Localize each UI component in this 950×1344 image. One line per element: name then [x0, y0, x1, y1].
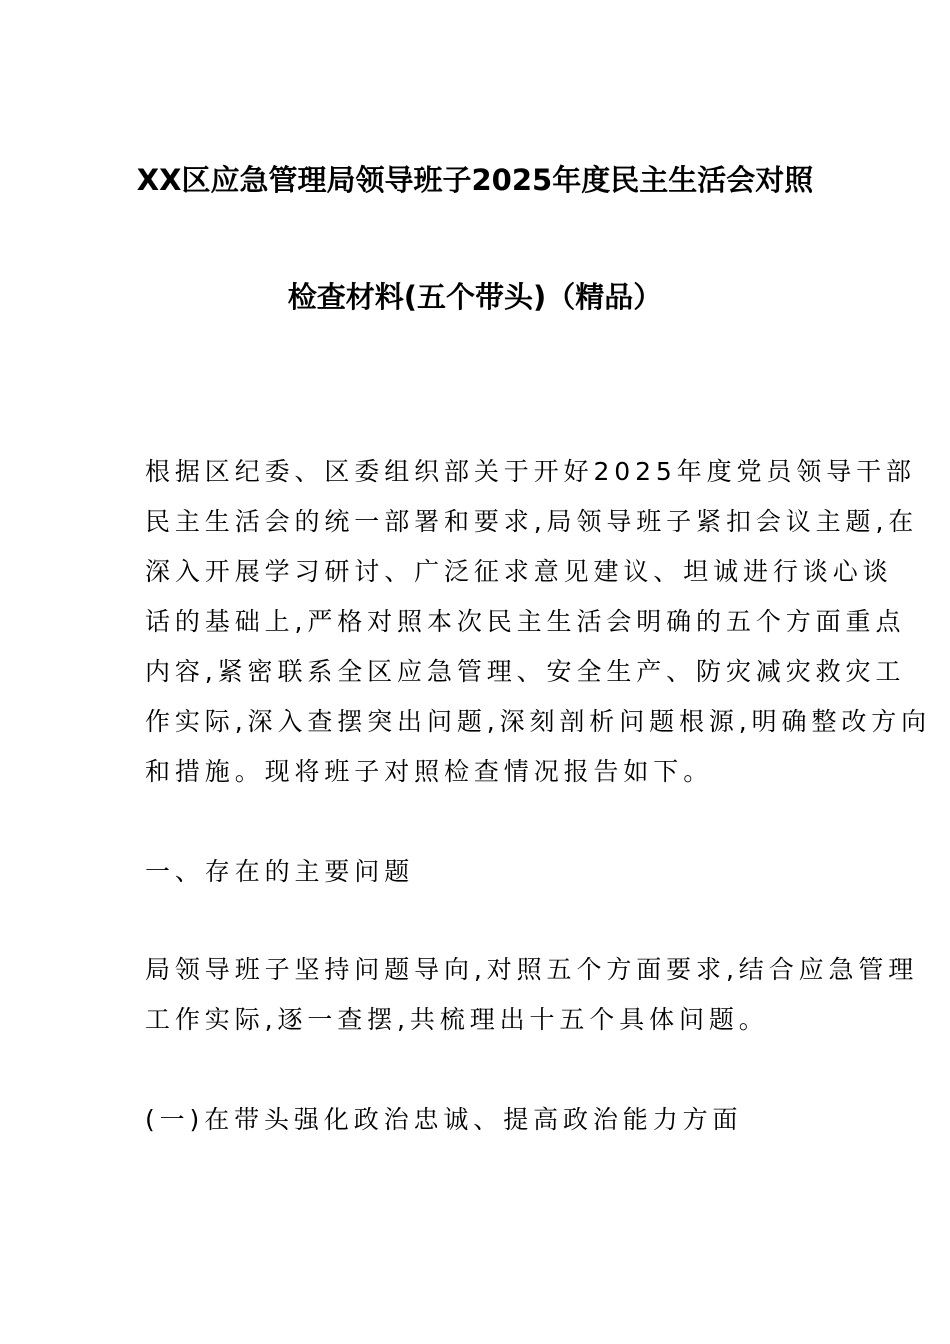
paragraph-line: 工作实际,逐一查摆,共梳理出十五个具体问题。 — [145, 1005, 769, 1034]
subheading-text: (一)在带头强化政治忠诚、提高政治能力方面 — [145, 1105, 743, 1134]
intro-paragraph — [145, 447, 932, 797]
paragraph-line: 局领导班子坚持问题导向,对照五个方面要求,结合应急管理 — [145, 955, 919, 984]
section-heading-main-problems — [145, 847, 807, 897]
paragraph-line: 深入开展学习研讨、广泛征求意见建议、坦诚进行谈心谈 — [145, 557, 893, 586]
paragraph-line: 内容,紧密联系全区应急管理、安全生产、防灾减灾救灾工 — [145, 657, 906, 686]
problems-summary-paragraph — [145, 945, 919, 1045]
paragraph-line: 作实际,深入查摆突出问题,深刻剖析问题根源,明确整改方向 — [145, 707, 932, 736]
subsection-heading-political-loyalty — [145, 1095, 807, 1145]
heading-text: 一、存在的主要问题 — [145, 857, 415, 886]
paragraph-line: 民主生活会的统一部署和要求,局领导班子紧扣会议主题,在 — [145, 507, 919, 536]
document-title-line-1: XX区应急管理局领导班子2025年度民主生活会对照 — [136, 163, 814, 197]
paragraph-line: 话的基础上,严格对照本次民主生活会明确的五个方面重点 — [145, 607, 906, 636]
document-title-line-2: 检查材料(五个带头)（精品） — [287, 280, 663, 314]
paragraph-line: 和措施。现将班子对照检查情况报告如下。 — [145, 757, 714, 786]
paragraph-line: 根据区纪委、区委组织部关于开好2025年度党员领导干部 — [145, 457, 916, 486]
